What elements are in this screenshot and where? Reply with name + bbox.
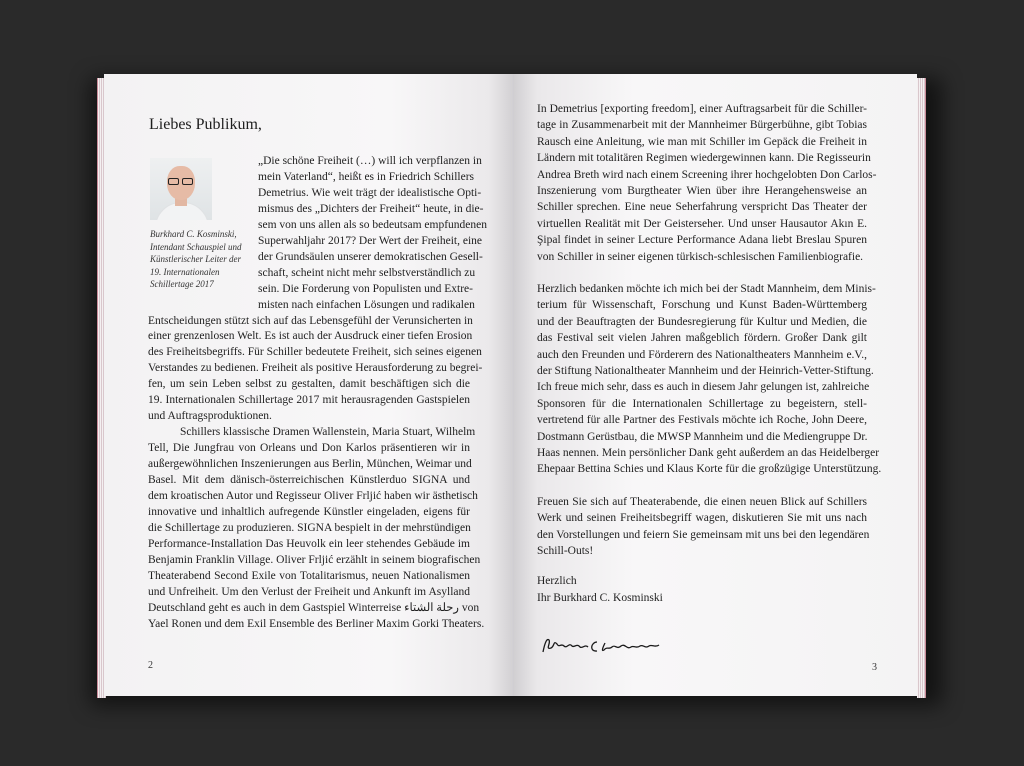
- left-text-line: und Auftragsproduktionen.: [148, 410, 272, 423]
- right-text-line: Freuen Sie sich auf Theaterabende, die einen neuen Blick auf Schillers: [537, 495, 867, 508]
- signature-image: [539, 634, 689, 658]
- left-text-line: misten nach einfachen Lösungen und radikalen: [258, 298, 475, 311]
- right-text-line: Ländern mit totalitären Regimen wiedergewinnen kann. Die Regisseurin: [537, 152, 871, 165]
- page-number-left: 2: [148, 660, 153, 671]
- left-text-line: dem kroatischen Autor und Regisseur Oliver Frljić haben wir ästhetisch: [148, 489, 478, 502]
- right-text-line: Rausch eine Anleitung, wie man mit Schiller im Gepäck die Freiheit in: [537, 135, 867, 148]
- left-text-line: Verstandes zu bedienen. Freiheit als positive Herausforderung zu begrei-: [148, 362, 483, 375]
- left-text-line: „Die schöne Freiheit (…) will ich verpflanzen in: [258, 155, 482, 167]
- right-text-line: Sponsoren für die Internationalen Schillertage zu begeistern, stell-: [537, 397, 867, 410]
- left-text-line: Yael Ronen und dem Exil Ensemble des Berliner Maxim Gorki Theaters.: [148, 617, 485, 630]
- left-text-line: Superwahljahr 2017? Der Wert der Freiheit, eine: [258, 234, 482, 247]
- left-text-line: der Grundsäulen unserer demokratischen Gesell-: [258, 250, 483, 263]
- right-text-line: Herzlich bedanken möchte ich mich bei der Stadt Mannheim, dem Minis-: [537, 283, 876, 295]
- right-text-line: von Schiller in seiner eigenen türkisch-schlesischen Familienbiografie.: [537, 250, 864, 263]
- right-text-line: Werk und seinen Freiheitsbegriff wagen, diskutieren Sie mit uns nach: [537, 512, 867, 525]
- right-text-line: Schiller sprechen. Eine neue Seherfahrung verspricht Das Theater der: [537, 201, 867, 214]
- left-text-line: Theaterabend Second Exile von Totalitarismus, neuen Nationalismen: [148, 569, 470, 582]
- right-text-line: und der Beauftragten der Bundesregierung für Kultur und Medien, die: [537, 315, 867, 328]
- left-text-line: Basel. Mit dem dänisch-österreichischen Künstlerduo SIGNA und: [148, 474, 470, 486]
- left-text-line: Schillers klassische Dramen Wallenstein, Maria Stuart, Wilhelm: [180, 426, 476, 439]
- left-text-line: des Freiheitsbegriffs. Für Schiller bedeutete Freiheit, sich seines eigenen: [148, 346, 482, 359]
- right-text-line: Schill-Outs!: [537, 545, 594, 557]
- left-text-line: schaft, scheint nicht mehr selbstverständlich zu: [258, 266, 476, 279]
- left-text-line: mein Vaterland“, heißt es in Friedrich Schillers: [258, 170, 474, 183]
- left-text-line: Deutschland geht es auch in dem Gastspiel Winterreise رحلة الشتاء von: [148, 601, 480, 614]
- left-text-line: 19. Internationalen Schillertage 2017 mit herausragenden Gastspielen: [148, 394, 470, 407]
- left-text-line: einer grenzenlosen Welt. Es ist auch der Ausdruck einer tiefen Erosion: [148, 330, 473, 343]
- left-text-line: Tell, Die Jungfrau von Orleans und Don Karlos präsentieren wir in: [148, 442, 470, 455]
- page-edge-right: [917, 78, 926, 698]
- left-text-line: außergewöhnlichen Inszenierungen aus Berlin, München, Weimar und: [148, 458, 472, 471]
- left-text-line: sein. Die Forderung von Populisten und Extre-: [258, 282, 473, 295]
- left-text-line: die Schillertage zu produzieren. SIGNA bespielt in der mehrstündigen: [148, 521, 471, 534]
- left-text-line: Demetrius. Wie weit trägt der idealistische Opti-: [258, 186, 482, 199]
- right-page: [513, 74, 917, 696]
- right-text-line: Andrea Breth wird nach einem Screening ihrer hochgelobten Don Carlos-: [537, 168, 877, 181]
- right-text-line: der Stiftung Nationaltheater Mannheim und der Heinrich-Vetter-Stiftung.: [537, 365, 874, 377]
- right-text-line: Inszenierung vom Burgtheater Wien über ihre Herangehensweise an: [537, 185, 867, 197]
- right-text-line: Dostmann Gerüstbau, die MWSP Mannheim und die Mediengruppe Dr.: [537, 430, 868, 443]
- salutation: Liebes Publikum,: [149, 116, 262, 133]
- page-number-right: 3: [872, 662, 877, 673]
- right-text-line: tage in Zusammenarbeit mit der Mannheimer Bürgerbühne, gibt Tobias: [537, 119, 867, 132]
- left-text-line: und Unfreiheit. Um den Verlust der Freiheit und Ankunft im Asylland: [148, 585, 470, 598]
- left-page: [104, 74, 513, 696]
- right-text-line: Ihr Burkhard C. Kosminski: [537, 591, 663, 604]
- left-text-line: mismus des „Dichters der Freiheit“ heute, in die-: [258, 202, 484, 215]
- right-text-line: Herzlich: [537, 575, 577, 588]
- right-text-line: Şipal findet in seiner Lecture Performance Adana liebt Breslau Spuren: [537, 234, 867, 247]
- right-text-line: Ich freue mich sehr, dass es auch in diesem Jahr gelungen ist, zahlreiche: [537, 381, 870, 394]
- right-text-line: In Demetrius [exporting freedom], einer Auftragsarbeit für die Schiller-: [537, 103, 867, 115]
- left-text-line: innovative und inhaltlich aufregende Künstler eingeladen, eigens für: [148, 505, 470, 518]
- left-text-line: sem von uns allen als so bedeutsam empfundenen: [258, 218, 487, 231]
- right-text-line: Ehepaar Bettina Schies und Klaus Korte für die großzügige Unterstützung.: [537, 463, 882, 476]
- author-photo: [150, 158, 212, 220]
- right-text-line: den Vorstellungen und feiern Sie gemeinsam mit uns bei den legendären: [537, 528, 870, 541]
- right-text-line: das Festival seit vielen Jahren maßgeblich fördern. Großer Dank gilt: [537, 332, 867, 345]
- right-text-line: terium für Wissenschaft, Forschung und Kunst Baden-Württemberg: [537, 299, 867, 312]
- right-text-line: virtuellen Realität mit Der Geisterseher. Und unser Hausautor Akın E.: [537, 217, 867, 230]
- left-text-line: Performance-Installation Das Heuvolk ein leer stehendes Gebäude im: [148, 537, 470, 550]
- right-text-line: vertretend für alle Partner des Festivals möchte ich Roche, John Deere,: [537, 414, 867, 427]
- left-text-line: fen, um sein Leben selbst zu gestalten, damit beschäftigen sich die: [148, 378, 470, 391]
- left-text-line: Benjamin Franklin Village. Oliver Frljić erzählt in seinem biografischen: [148, 553, 481, 566]
- right-text-line: auch den Freunden und Förderern des Nationaltheaters Mannheim e.V.,: [537, 348, 867, 361]
- left-text-line: Entscheidungen stützt sich auf das Lebensgefühl der Verunsicherten in: [148, 314, 473, 327]
- photo-caption: Burkhard C. Kosminski, Intendant Schauspiel und Künstlerischer Leiter der 19. Internationalen Schillertage 2017: [150, 229, 242, 289]
- right-text-line: Haas nennen. Mein persönlicher Dank geht außerdem an das Heidelberger: [537, 447, 880, 459]
